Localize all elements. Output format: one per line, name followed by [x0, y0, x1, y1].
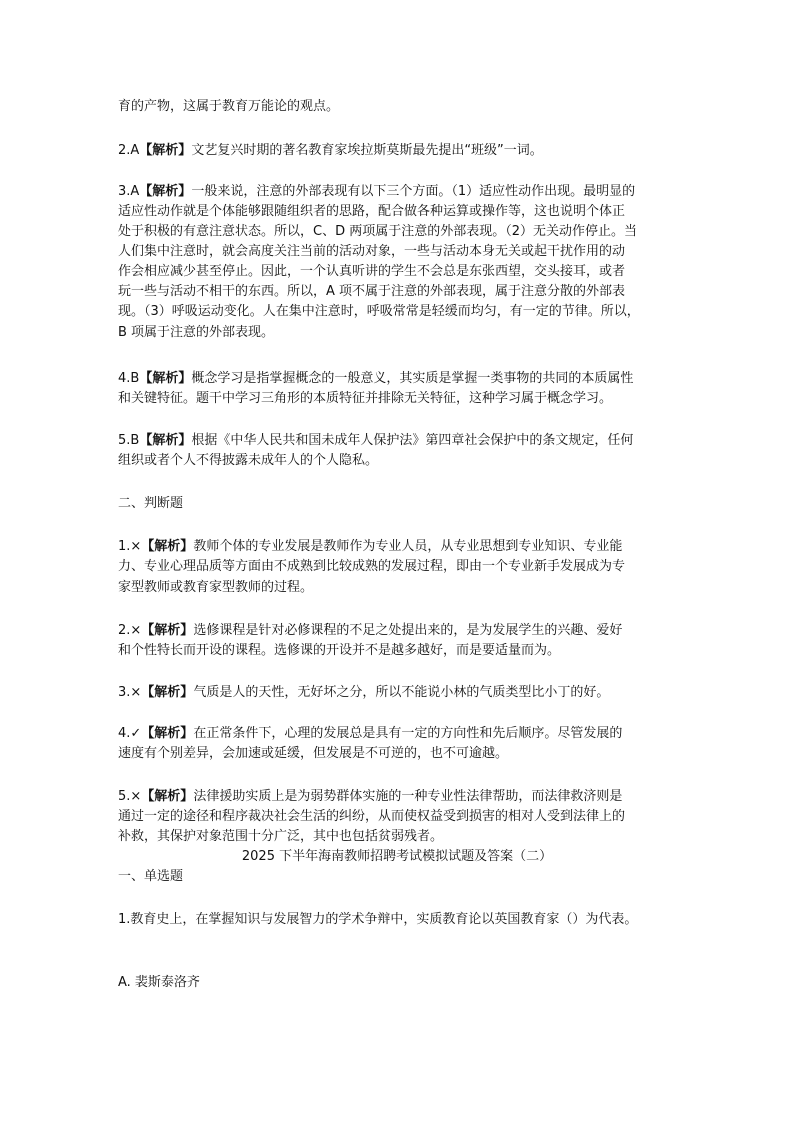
answer-text: 根据《中华人民共和国未成年人保护法》第四章社会保护中的条文规定，任何: [191, 433, 634, 448]
analysis-tag: 【解析】: [141, 623, 194, 638]
answer-text: 选修课程是针对必修课程的不足之处提出来的，是为发展学生的兴趣、爱好: [193, 623, 623, 638]
answer-text: 作会相应减少甚至停止。因此，一个认真听讲的学生不会总是东张西望，交头接耳，或者: [118, 264, 626, 279]
answer-number: 1.×: [118, 539, 142, 554]
analysis-tag: 【解析】: [141, 685, 194, 700]
answer-4b: [118, 369, 633, 389]
option-a: A. 裴斯泰洛齐: [118, 975, 200, 990]
answer-text: 文艺复兴时期的著名教育家埃拉斯莫斯最先提出“班级”一词。: [191, 143, 543, 158]
section-heading-single: 一、单选题: [118, 869, 184, 884]
analysis-tag: 【解析】: [139, 433, 192, 448]
answer-text: 人们集中注意时，就会高度关注当前的活动对象，一些与活动本身无关或起干扰作用的动: [118, 244, 626, 259]
answer-text: 适应性动作就是个体能够跟随组织者的思路，配合做各种运算或操作等，这也说明个体正: [118, 204, 626, 219]
answer-5b: [118, 431, 633, 451]
intro-tail-text: 育的产物，这属于教育万能论的观点。: [118, 99, 340, 114]
judge-answer-1: [118, 537, 622, 557]
exam-title: 2025 下半年海南教师招聘考试模拟试题及答案（二）: [241, 849, 553, 864]
analysis-tag: 【解析】: [141, 539, 194, 554]
answer-text: 法律援助实质上是为弱势群体实施的一种专业性法律帮助，而法律救济则是: [193, 789, 623, 804]
answer-text: 速度有个别差异，会加速或延缓，但发展是不可逆的，也不可逾越。: [118, 746, 509, 761]
judge-answer-2: [118, 621, 622, 641]
answer-text: 在正常条件下，心理的发展总是具有一定的方向性和先后顺序。尽管发展的: [193, 726, 623, 741]
question-1: 1.教育史上，在掌握知识与发展智力的学术争辩中，实质教育论以英国教育家（）为代表。: [118, 912, 638, 927]
answer-text: 一般来说，注意的外部表现有以下三个方面。（1）适应性动作出现。最明显的: [191, 184, 636, 199]
analysis-tag: 【解析】: [139, 371, 192, 386]
answer-text: 现。（3）呼吸运动变化。人在集中注意时，呼吸常常是轻缓而均匀，有一定的节律。所以，: [118, 304, 640, 319]
answer-text: 处于积极的有意注意状态。所以，C、D 两项属于注意的外部表现。（2）无关动作停止。当: [118, 224, 637, 239]
analysis-tag: 【解析】: [139, 143, 192, 158]
answer-text: 补救，其保护对象范围十分广泛，其中也包括贫弱残者。: [118, 829, 444, 844]
answer-text: 组织或者个人不得披露未成年人的个人隐私。: [118, 453, 379, 468]
analysis-tag: 【解析】: [141, 789, 194, 804]
answer-text: 玩一些与活动不相干的东西。所以，A 项不属于注意的外部表现，属于注意分散的外部表: [118, 284, 626, 299]
answer-number: 4.✓: [118, 726, 142, 741]
answer-text: 力、专业心理品质等方面由不成熟到比较成熟的发展过程，即由一个专业新手发展成为专: [118, 559, 626, 574]
answer-number: 3.×: [118, 685, 142, 700]
answer-text: B 项属于注意的外部表现。: [118, 325, 275, 340]
answer-number: 2.×: [118, 623, 142, 638]
answer-3a: [118, 182, 635, 202]
answer-text: 和关键特征。题干中学习三角形的本质特征并排除无关特征，这种学习属于概念学习。: [118, 391, 613, 406]
answer-number: 3.A: [118, 184, 140, 199]
answer-number: 2.A: [118, 143, 140, 158]
answer-text: 概念学习是指掌握概念的一般意义，其实质是掌握一类事物的共同的本质属性: [191, 371, 634, 386]
answer-number: 5.B: [118, 433, 140, 448]
judge-answer-3: [118, 683, 609, 703]
section-heading-judge: 二、判断题: [118, 496, 184, 511]
analysis-tag: 【解析】: [139, 184, 192, 199]
judge-answer-4: [118, 724, 622, 744]
answer-number: 4.B: [118, 371, 140, 386]
answer-text: 教师个体的专业发展是教师作为专业人员，从专业思想到专业知识、专业能: [193, 539, 623, 554]
answer-text: 气质是人的天性，无好坏之分，所以不能说小林的气质类型比小丁的好。: [193, 685, 610, 700]
answer-2a: [118, 141, 543, 161]
answer-text: 和个性特长而开设的课程。选修课的开设并不是越多越好，而是要适量而为。: [118, 643, 561, 658]
analysis-tag: 【解析】: [141, 726, 194, 741]
answer-text: 家型教师或教育家型教师的过程。: [118, 580, 314, 595]
judge-answer-5: [118, 787, 622, 807]
answer-text: 通过一定的途径和程序裁决社会生活的纠纷，从而使权益受到损害的相对人受到法律上的: [118, 809, 626, 824]
answer-number: 5.×: [118, 789, 142, 804]
